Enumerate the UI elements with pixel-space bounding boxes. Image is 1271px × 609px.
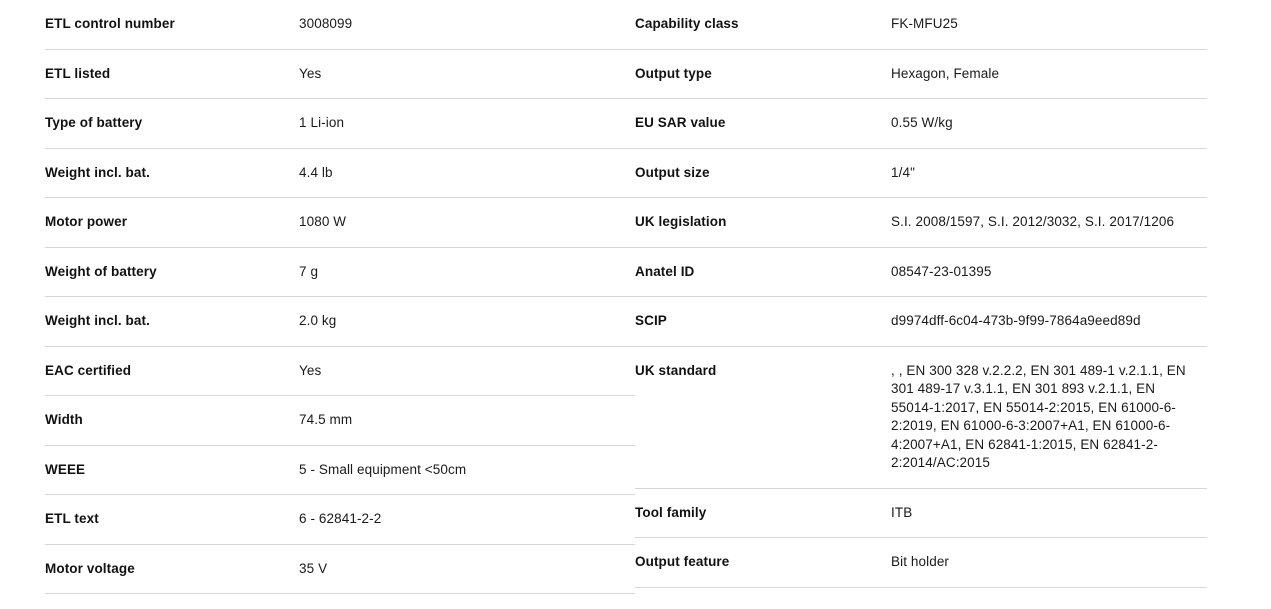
spec-label: WEEE (45, 461, 86, 477)
spec-label: UK legislation (635, 214, 727, 229)
spec-value: FK-MFU25 (891, 16, 958, 31)
spec-row (45, 396, 635, 446)
spec-value: ITB (891, 504, 913, 520)
spec-label: Width (45, 412, 83, 427)
spec-value: 1/4" (891, 164, 915, 180)
spec-row (45, 99, 635, 149)
spec-label: ETL text (45, 511, 99, 526)
spec-row (45, 297, 635, 347)
spec-value: 1 Li-ion (299, 115, 345, 130)
spec-value: 3008099 (299, 16, 353, 31)
spec-row (45, 495, 635, 545)
spec-row (45, 545, 635, 595)
spec-value: , , EN 300 328 v.2.2.2, EN 301 489-1 v.2.1.1, EN 301 489-17 v.3.1.1, EN 301 893 v.2.1.1, EN 55014-1:2017, EN 55014-2:2015, EN 61000-6-2:2019, EN 61000-6-3:2007+A1, EN 61000-6-4:2007+A1, EN 62841-1:2015, EN 62841-2-2:2014/AC:2015 (891, 362, 1186, 470)
spec-value: Yes (299, 65, 322, 81)
spec-value: Hexagon, Female (891, 65, 1000, 81)
spec-value: 0.55 W/kg (891, 115, 953, 130)
spec-value: 1080 W (299, 214, 347, 229)
spec-label: EAC certified (45, 362, 132, 378)
spec-value: 74.5 mm (299, 412, 353, 427)
spec-label: Output feature (635, 554, 730, 569)
spec-column-left (45, 0, 635, 594)
spec-row (45, 149, 635, 199)
spec-label: Weight incl. bat. (45, 164, 150, 180)
spec-row (635, 50, 1207, 100)
spec-label: Motor voltage (45, 560, 135, 576)
spec-row (45, 347, 635, 397)
spec-row (635, 347, 1207, 489)
spec-label: Type of battery (45, 115, 143, 130)
spec-row (635, 99, 1207, 149)
spec-label: Anatel ID (635, 263, 695, 279)
spec-label: Output type (635, 65, 712, 81)
spec-label: Capability class (635, 16, 739, 31)
spec-label: Motor power (45, 214, 128, 229)
spec-row (635, 149, 1207, 199)
spec-label: Output size (635, 164, 710, 180)
spec-row (635, 248, 1207, 298)
spec-label: ETL listed (45, 65, 111, 81)
spec-column-right (635, 0, 1207, 594)
spec-label: SCIP (635, 313, 667, 328)
spec-row (635, 297, 1207, 347)
spec-value: d9974dff-6c04-473b-9f99-7864a9eed89d (891, 313, 1141, 328)
spec-row (45, 248, 635, 298)
spec-label: ETL control number (45, 16, 175, 31)
spec-row (635, 489, 1207, 539)
spec-value: 7 g (299, 263, 319, 279)
spec-value: Yes (299, 362, 322, 378)
spec-label: Tool family (635, 504, 707, 520)
spec-row (635, 198, 1207, 248)
spec-value: S.I. 2008/1597, S.I. 2012/3032, S.I. 2017/1206 (891, 214, 1175, 229)
spec-value: 35 V (299, 560, 328, 576)
spec-row (45, 198, 635, 248)
spec-row (635, 0, 1207, 50)
spec-row (635, 538, 1207, 588)
spec-label: EU SAR value (635, 115, 726, 130)
spec-value: 4.4 lb (299, 164, 333, 180)
spec-label: UK standard (635, 362, 717, 378)
spec-value: 5 - Small equipment <50cm (299, 461, 467, 477)
spec-row (45, 0, 635, 50)
spec-label: Weight of battery (45, 263, 157, 279)
spec-row (45, 446, 635, 496)
spec-value: 2.0 kg (299, 313, 337, 328)
spec-value: Bit holder (891, 554, 950, 569)
spec-value: 6 - 62841-2-2 (299, 511, 382, 526)
spec-label: Weight incl. bat. (45, 313, 150, 328)
spec-row (45, 50, 635, 100)
spec-value: 08547-23-01395 (891, 263, 992, 279)
